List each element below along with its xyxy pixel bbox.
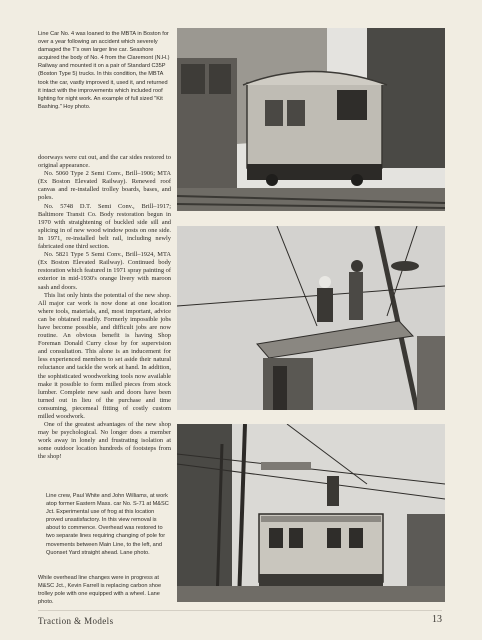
- body-paragraph: doorways were cut out, and the car sides restored to original appearance.: [38, 154, 171, 170]
- photo-line-crew: [177, 226, 445, 410]
- article-body: [38, 154, 171, 462]
- photo-line-car-4: [177, 28, 445, 211]
- body-paragraph: No. 5060 Type 2 Semi Conv., Brill–1906; MTA (Ex Boston Elevated Railway). Renewed roof canvas and re-installed trolley boards, bases, and poles.: [38, 170, 171, 202]
- photo-car-s71: [177, 424, 445, 602]
- footer-title: Traction & Models: [38, 616, 114, 626]
- body-paragraph: No. 5821 Type 5 Semi Conv., Brill–1924, MTA (Ex Boston Elevated Railway). Continued body restoration which featured in 1971 spray painting of exterior in mid-1930's orange livery with maroon sash and doors.: [38, 251, 171, 291]
- page-number: 13: [432, 614, 442, 625]
- footer-rule: [38, 610, 442, 611]
- body-paragraph: This list only hints the potential of the new shop. All major car work is now done at one location where tools, materials, and, most important, advice can be obtained readily. Formerly impossible jobs have become possible, and difficult jobs are now routine. An obvious benefit is having Shop Foreman Donald Curry close by for supervision and consultation. This alone is an inducement for less experienced members to set aside their natural reluctance and tackle the work at hand. In addition, the sophisticated woodworking tools now available make it possible to form milled pieces from stock lumber. Complete new sash and doors have been turned out in lieu of the purchase and time consuming, piecemeal fitting of costly custom milled woodwork.: [38, 291, 171, 420]
- body-paragraph: One of the greatest advantages of the new shop may be psychological. No longer does a member work away in lonely and frustrating isolation at some outdoor location hundreds of footsteps from the shop!: [38, 421, 171, 461]
- caption-bottom: While overhead line changes were in progress at M&SC Jct., Kevin Farrell is replacing carbon shoe trolley pole with one equipped with a wheel. Lane photo.: [38, 575, 162, 606]
- body-paragraph: No. 5748 D.T. Semi Conv., Brill–1917; Baltimore Transit Co. Body restoration begun in 1970 with straightening of buckled side sill and splicing in of new wood window posts on one side. In 1971, re-installed belt rail, including newly fabricated one third section.: [38, 202, 171, 251]
- caption-top: Line Car No. 4 was loaned to the MBTA in Boston for over a year following an accident which severely damaged the T's own larger line car. Seashore acquired the body of No. 4 from the Claremont (N.H.) Railway and mounted it on a pair of Standard C35P (Boston Type 5) trucks. In this condition, the MBTA took the car, vastly improved it, used it, and returned it intact with the improvements which included roof lighting for night work. An example of full sized "Kit Bashing." Hoy photo.: [38, 31, 170, 110]
- caption-lower: Line crew, Paul White and John Williams, at work atop former Eastern Mass. car No. S-71 at M&SC Jct. Experimental use of frog at this location proved unsatisfactory. In this view removal is about to commence. Overhead was restored to two separate lines requiring changing of pole for movements between Main Line, to the left, and Quonset Yard straight ahead. Lane photo.: [46, 493, 169, 556]
